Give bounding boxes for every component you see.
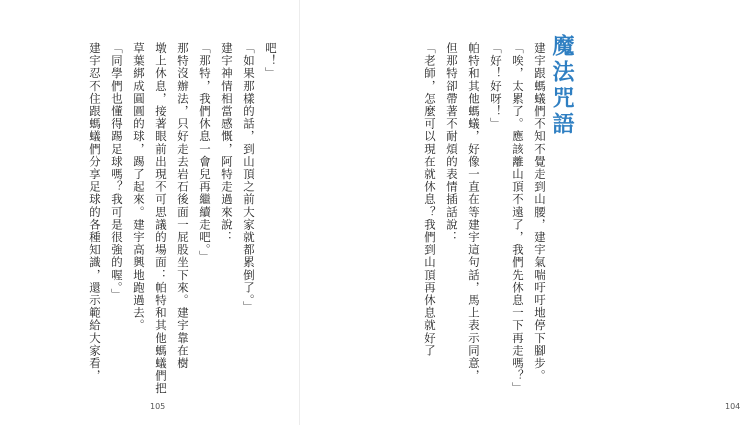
text-line: 建宇神情相當感慨，阿特走過來說： bbox=[220, 42, 234, 244]
text-line: 但那特卻帶著不耐煩的表情插話說： bbox=[445, 42, 459, 244]
text-line: 那特沒辦法，只好走去岩石後面一屁股坐下來。建宇靠在樹 bbox=[176, 42, 190, 370]
text-line: 墩上休息，接著眼前出現不可思議的場面：帕特和其他螞蟻們把 bbox=[154, 42, 168, 395]
text-line: 建宇忍不住跟螞蟻們分享足球的各種知識，還示範給大家看， bbox=[88, 42, 102, 383]
text-line: 「那特，我們休息一會兒再繼續走吧。」 bbox=[198, 42, 212, 264]
text-line: 建宇跟螞蟻們不知不覺走到山腰，建宇氣喘吁吁地停下腳步。 bbox=[533, 42, 547, 383]
left-page bbox=[0, 0, 300, 425]
text-line: 草葉綁成圓圓的球，踢了起來。建宇高興地跑過去。 bbox=[132, 42, 146, 332]
text-line: 「如果那樣的話，到山頂之前大家就都累倒了。」 bbox=[242, 42, 256, 314]
page-number: 105 bbox=[150, 402, 166, 411]
text-line: 吧！」 bbox=[264, 42, 278, 80]
text-line: 「同學們也懂得踢足球嗎？我可是很強的喔。」 bbox=[110, 42, 124, 301]
text-line: 「唉，太累了。應該離山頂不遠了，我們先休息一下再走嗎？」 bbox=[511, 42, 525, 395]
right-page-text bbox=[336, 42, 551, 395]
text-line: 「老師，怎麼可以現在就休息？我們到山頂再休息就好了 bbox=[423, 42, 437, 357]
text-line: 「好！好呀！」 bbox=[489, 42, 503, 131]
left-page-text bbox=[62, 42, 282, 395]
text-line: 帕特和其他螞蟻，好像一直在等建宇這句話，馬上表示同意， bbox=[467, 42, 481, 383]
page-number: 104 bbox=[725, 402, 740, 411]
chapter-title: 魔法咒語 bbox=[549, 34, 574, 138]
